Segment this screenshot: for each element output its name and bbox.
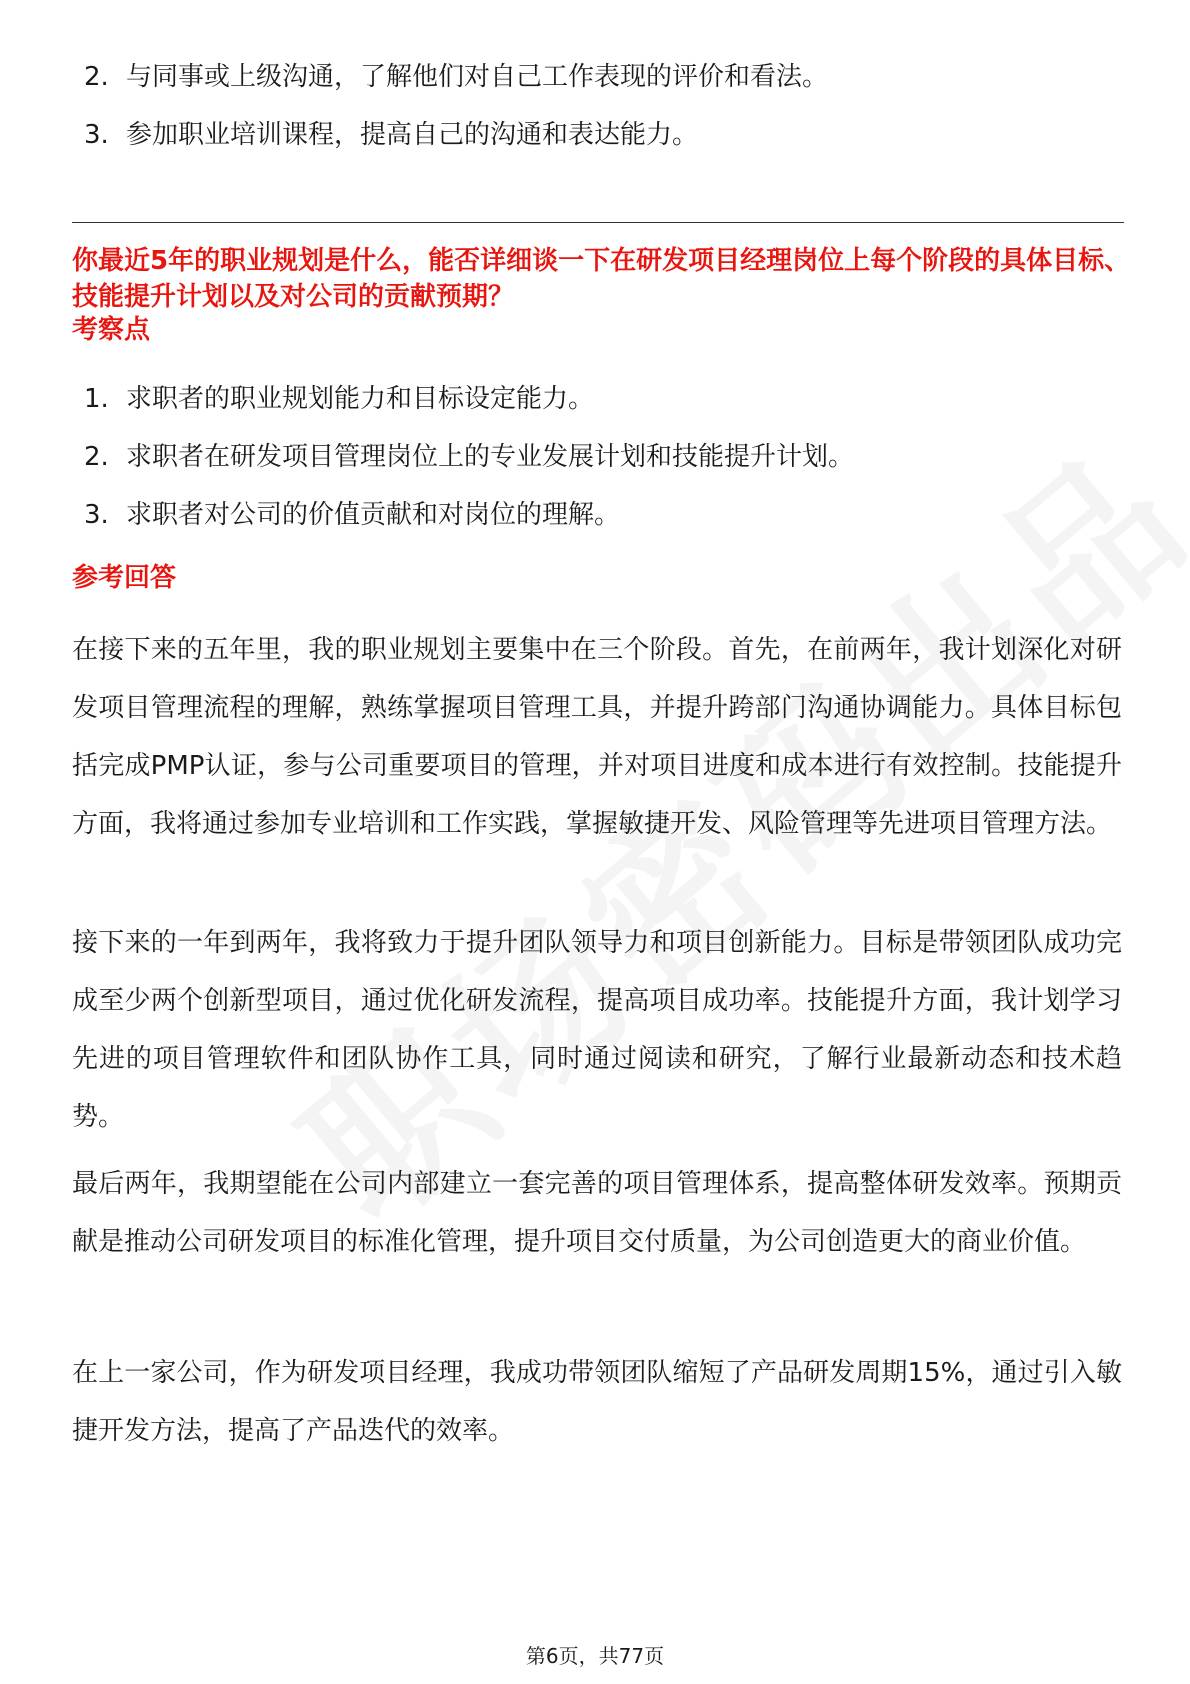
list-item — [84, 486, 854, 544]
answer-paragraph: 在接下来的五年里，我的职业规划主要集中在三个阶段。首先，在前两年，我计划深化对研发项目管理流程的理解，熟练掌握项目管理工具，并提升跨部门沟通协调能力。具体目标包括完成PMP认证，参与公司重要项目的管理，并对项目进度和成本进行有效控制。技能提升方面，我将通过参加专业培训和工作实践，掌握敏捷开发、风险管理等先进项目管理方法。 — [72, 635, 1122, 839]
list-item-number: 3. — [84, 120, 109, 150]
focus-heading: 考察点 — [72, 315, 151, 345]
list-item-number: 3. — [84, 500, 109, 530]
answer-paragraph: 最后两年，我期望能在公司内部建立一套完善的项目管理体系，提高整体研发效率。预期贡献是推动公司研发项目的标准化管理，提升项目交付质量，为公司创造更大的商业价值。 — [72, 1169, 1122, 1257]
answer-paragraph: 接下来的一年到两年，我将致力于提升团队领导力和项目创新能力。目标是带领团队成功完成至少两个创新型项目，通过优化研发流程，提高项目成功率。技能提升方面，我计划学习先进的项目管理软件和团队协作工具，同时通过阅读和研究，了解行业最新动态和技术趋势。 — [72, 928, 1122, 1132]
list-item-text: 参加职业培训课程，提高自己的沟通和表达能力。 — [126, 120, 699, 150]
watermark — [247, 499, 1094, 1265]
answer-paragraph: 在上一家公司，作为研发项目经理，我成功带领团队缩短了产品研发周期15%，通过引入敏捷开发方法，提高了产品迭代的效率。 — [72, 1358, 1122, 1446]
interview-question: 你最近5年的职业规划是什么，能否详细谈一下在研发项目经理岗位上每个阶段的具体目标、技能提升计划以及对公司的贡献预期？ — [72, 246, 1131, 312]
list-item — [84, 370, 854, 428]
answer-heading: 参考回答 — [72, 563, 177, 593]
list-item-text: 求职者的职业规划能力和目标设定能力。 — [126, 384, 595, 414]
list-item-text: 与同事或上级沟通，了解他们对自己工作表现的评价和看法。 — [126, 62, 829, 92]
page-number: 第6页，共77页 — [525, 1644, 665, 1668]
list-item-text: 求职者对公司的价值贡献和对岗位的理解。 — [126, 500, 621, 530]
list-item — [84, 106, 828, 164]
list-item — [84, 428, 854, 486]
list-item — [84, 48, 828, 106]
list-item-number: 2. — [84, 62, 109, 92]
list-item-text: 求职者在研发项目管理岗位上的专业发展计划和技能提升计划。 — [126, 442, 855, 472]
list-item-number: 2. — [84, 442, 109, 472]
list-item-number: 1. — [84, 384, 109, 414]
focus-list — [84, 370, 854, 544]
section-divider — [72, 222, 1124, 223]
previous-answer-list — [84, 48, 828, 164]
